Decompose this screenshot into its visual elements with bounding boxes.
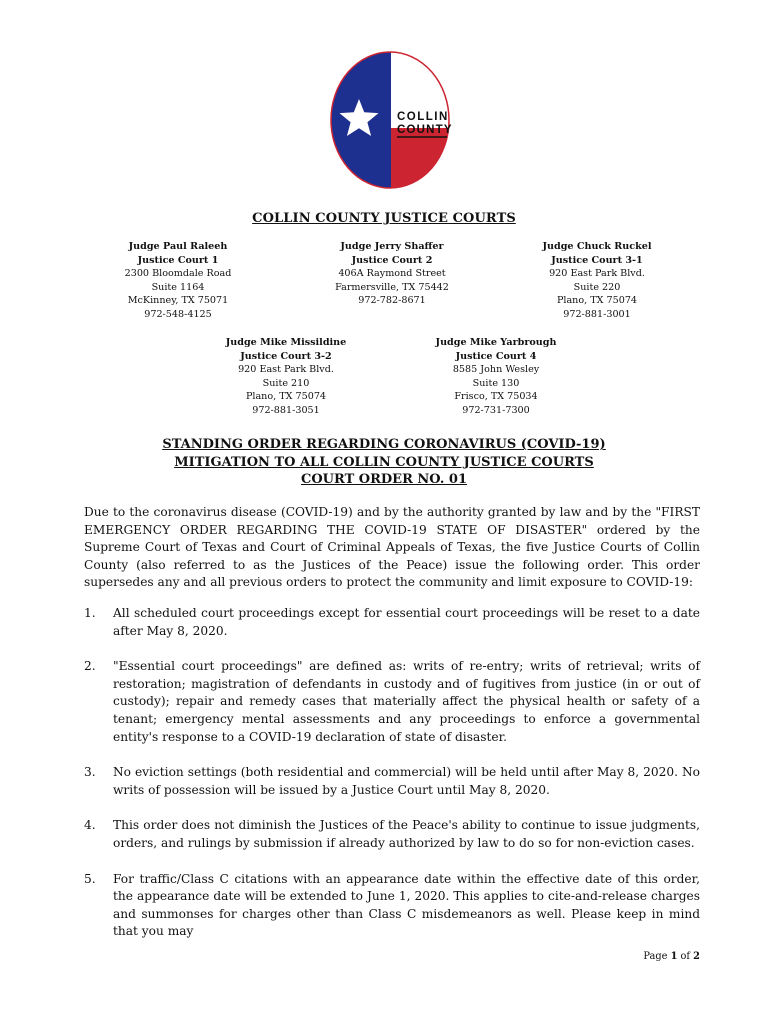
page-of-label: of	[680, 951, 691, 962]
judge-phone: 972-782-8671	[358, 295, 426, 307]
item-text: No eviction settings (both residential and commercial) will be held until after May 8, 2020. No writs of possession will be issued by a Justice Court until May 8, 2020.	[113, 765, 700, 797]
judge-name: Judge Paul Raleeh	[128, 241, 228, 252]
logo-text-collin: COLLIN	[397, 111, 449, 123]
item-number: 3.	[84, 765, 96, 780]
judge-address: 2300 Bloomdale Road	[124, 268, 232, 280]
judge-court: Justice Court 1	[137, 254, 219, 266]
list-item	[84, 871, 700, 941]
judge-name: Judge Jerry Shaffer	[340, 241, 444, 252]
judge-suite: Suite 130	[472, 377, 520, 389]
judge-phone: 972-731-7300	[462, 404, 530, 416]
order-title-line-1: STANDING ORDER REGARDING CORONAVIRUS (COVID-19)	[162, 437, 606, 452]
page-total: 2	[693, 951, 700, 962]
judge-name: Judge Chuck Ruckel	[542, 241, 652, 252]
judge-block-court-3-1	[497, 240, 697, 322]
judge-block-court-1	[78, 240, 278, 322]
order-title-line-3: COURT ORDER NO. 01	[300, 472, 467, 487]
judge-suite: Suite 210	[262, 377, 310, 389]
item-text: For traffic/Class C citations with an appearance date within the effective date of this order, the appearance date will be extended to June 1, 2020. This applies to cite-and-release charges and summonses for charges other than Class C misdemeanors as well. Please keep in mind that you may	[113, 871, 700, 939]
item-number: 4.	[84, 818, 96, 833]
judge-block-court-2	[292, 240, 492, 308]
judge-city: Plano, TX 75074	[556, 295, 638, 307]
judge-city: McKinney, TX 75071	[127, 295, 229, 307]
item-text: This order does not diminish the Justices of the Peace's ability to continue to issue judgments, orders, and rulings by submission if already authorized by law to do so for non-eviction cases.	[113, 818, 700, 850]
judge-city: Frisco, TX 75034	[454, 391, 538, 403]
judge-address: 920 East Park Blvd.	[549, 268, 645, 280]
judge-court: Justice Court 2	[351, 254, 433, 266]
page-label: Page	[643, 951, 668, 962]
judge-block-court-3-2	[186, 336, 386, 418]
court-title: COLLIN COUNTY JUSTICE COURTS	[252, 211, 516, 226]
list-item	[84, 658, 700, 746]
judge-name: Judge Mike Yarbrough	[435, 337, 557, 348]
judge-address: 8585 John Wesley	[452, 364, 540, 376]
order-items-list	[84, 605, 700, 941]
item-text: All scheduled court proceedings except for essential court proceedings will be reset to a date after May 8, 2020.	[113, 606, 700, 638]
item-text: "Essential court proceedings" are defined as: writs of re-entry; writs of retrieval; writs of restoration; magistration of defendants in custody and of fugitives from justice (in or out of custody); repair and remedy cases that materially affect the physical health or safety of a tenant; emergency mental assessments and any proceedings to enforce a governmental entity's response to a COVID-19 declaration of state of disaster.	[113, 659, 700, 744]
item-number: 2.	[84, 659, 96, 674]
page-number: 1	[670, 951, 678, 962]
judge-phone: 972-548-4125	[144, 308, 212, 320]
judge-phone: 972-881-3001	[563, 308, 631, 320]
judge-court: Justice Court 4	[455, 350, 537, 362]
judge-block-court-4	[396, 336, 596, 418]
intro-paragraph: Due to the coronavirus disease (COVID-19) and by the authority granted by law and by the "FIRST EMERGENCY ORDER REGARDING THE COVID-19 STATE OF DISASTER" ordered by the Supreme Court of Texas and Court of Criminal Appeals of Texas, the five Justice Courts of Collin County (also referred to as the Justices of the Peace) issue the following order. This order supersedes any and all previous orders to protect the community and limit exposure to COVID-19:	[84, 505, 700, 590]
logo-text-county: COUNTY	[397, 124, 453, 136]
order-title-line-2: MITIGATION TO ALL COLLIN COUNTY JUSTICE COURTS	[174, 454, 594, 470]
list-item	[84, 764, 700, 799]
item-number: 1.	[84, 606, 96, 620]
judge-suite: Suite 1164	[151, 281, 205, 293]
judge-city: Plano, TX 75074	[245, 391, 327, 403]
page-footer	[643, 951, 700, 962]
judge-phone: 972-881-3051	[252, 404, 320, 416]
judge-address: 920 East Park Blvd.	[238, 364, 334, 376]
judge-suite: Suite 220	[573, 281, 621, 293]
order-title	[0, 436, 768, 489]
item-number: 5.	[84, 871, 96, 886]
judge-name: Judge Mike Missildine	[225, 337, 347, 348]
judge-city: Farmersville, TX 75442	[335, 281, 449, 293]
judge-court: Justice Court 3-2	[240, 350, 332, 362]
judge-address: 406A Raymond Street	[338, 268, 446, 280]
judge-court: Justice Court 3-1	[551, 254, 643, 266]
list-item	[84, 817, 700, 852]
list-item	[84, 605, 700, 640]
collin-county-logo	[325, 50, 455, 190]
